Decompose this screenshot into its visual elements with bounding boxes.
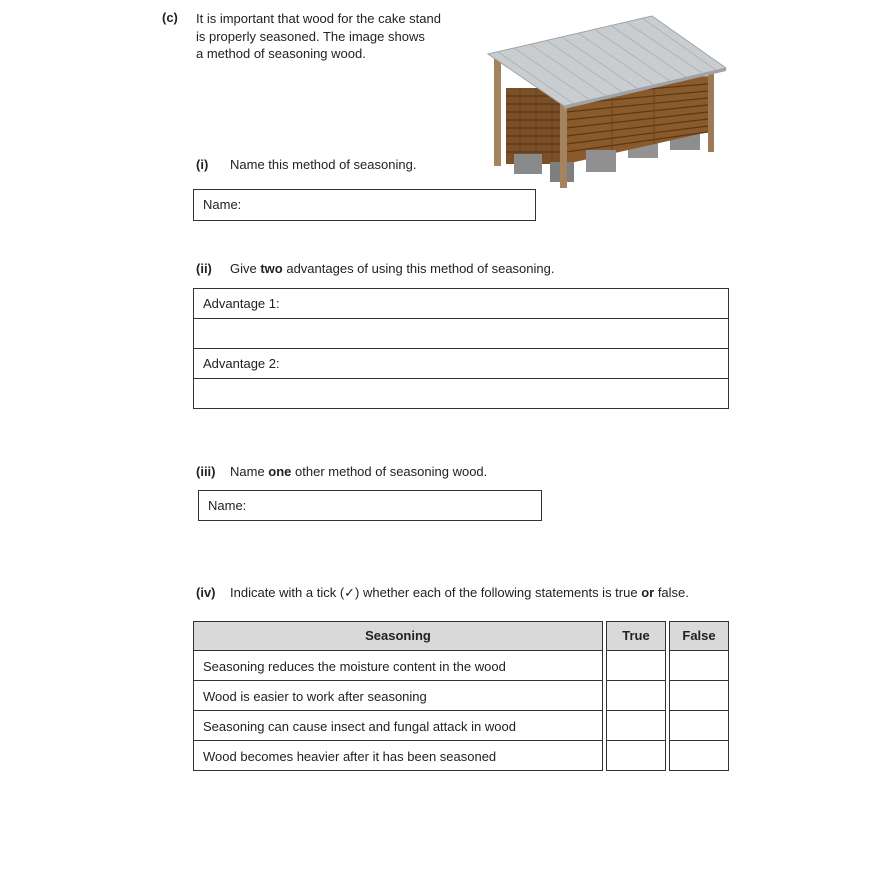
statement-text: Wood becomes heavier after it has been seasoned <box>203 749 497 764</box>
true-tick-box[interactable] <box>606 650 666 681</box>
box-label: Advantage 1: <box>203 296 280 311</box>
text-part: false. <box>654 585 689 600</box>
emphasis: two <box>260 261 283 276</box>
box-label: Name: <box>203 197 242 212</box>
column-header-false: False <box>669 621 729 651</box>
box-label: Name: <box>208 498 247 513</box>
true-tick-box[interactable] <box>606 740 666 771</box>
question-number: (iii) <box>196 464 216 479</box>
text-part: advantages of using this method of seasoning. <box>282 261 555 276</box>
question-number: (iv) <box>196 585 216 600</box>
text-part: Name <box>230 464 269 479</box>
statement-row <box>193 680 603 711</box>
answer-box-advantage-2[interactable] <box>193 378 729 409</box>
statement-row <box>193 710 603 741</box>
question-intro <box>196 10 466 63</box>
intro-line: is properly seasoned. The image shows <box>196 28 425 44</box>
column-header-true: True <box>606 621 666 651</box>
question-number: (ii) <box>196 261 212 276</box>
statement-text: Seasoning can cause insect and fungal attack in wood <box>203 719 516 734</box>
answer-box-method[interactable] <box>193 189 536 221</box>
statement-row <box>193 740 603 771</box>
question-number: (i) <box>196 157 209 172</box>
column-header-statement: Seasoning <box>193 621 603 651</box>
box-label: Advantage 2: <box>203 356 280 371</box>
false-tick-box[interactable] <box>669 680 729 711</box>
false-tick-box[interactable] <box>669 650 729 681</box>
wood-drying-shed-illustration <box>486 14 730 190</box>
question-text <box>230 464 487 479</box>
text-part: Give <box>230 261 261 276</box>
true-tick-box[interactable] <box>606 680 666 711</box>
answer-box-advantage-1-label[interactable] <box>193 288 729 319</box>
statement-text: Wood is easier to work after seasoning <box>203 689 427 704</box>
question-text: Name this method of seasoning. <box>230 157 417 172</box>
answer-box-other-method[interactable] <box>198 490 542 521</box>
question-text <box>230 585 689 601</box>
emphasis: or <box>641 585 655 600</box>
true-tick-box[interactable] <box>606 710 666 741</box>
statement-text: Seasoning reduces the moisture content in the wood <box>203 659 506 674</box>
part-label: (c) <box>162 10 178 25</box>
false-tick-box[interactable] <box>669 740 729 771</box>
answer-box-advantage-2-label[interactable] <box>193 348 729 379</box>
text-part: Indicate with a tick (✓) whether each of the following statements is true <box>230 585 642 600</box>
false-tick-box[interactable] <box>669 710 729 741</box>
statement-row <box>193 650 603 681</box>
intro-line: It is important that wood for the cake stand <box>196 11 441 26</box>
question-text <box>230 261 554 276</box>
answer-box-advantage-1[interactable] <box>193 318 729 349</box>
intro-line: a method of seasoning wood. <box>196 46 366 61</box>
emphasis: one <box>268 464 292 479</box>
text-part: other method of seasoning wood. <box>291 464 488 479</box>
